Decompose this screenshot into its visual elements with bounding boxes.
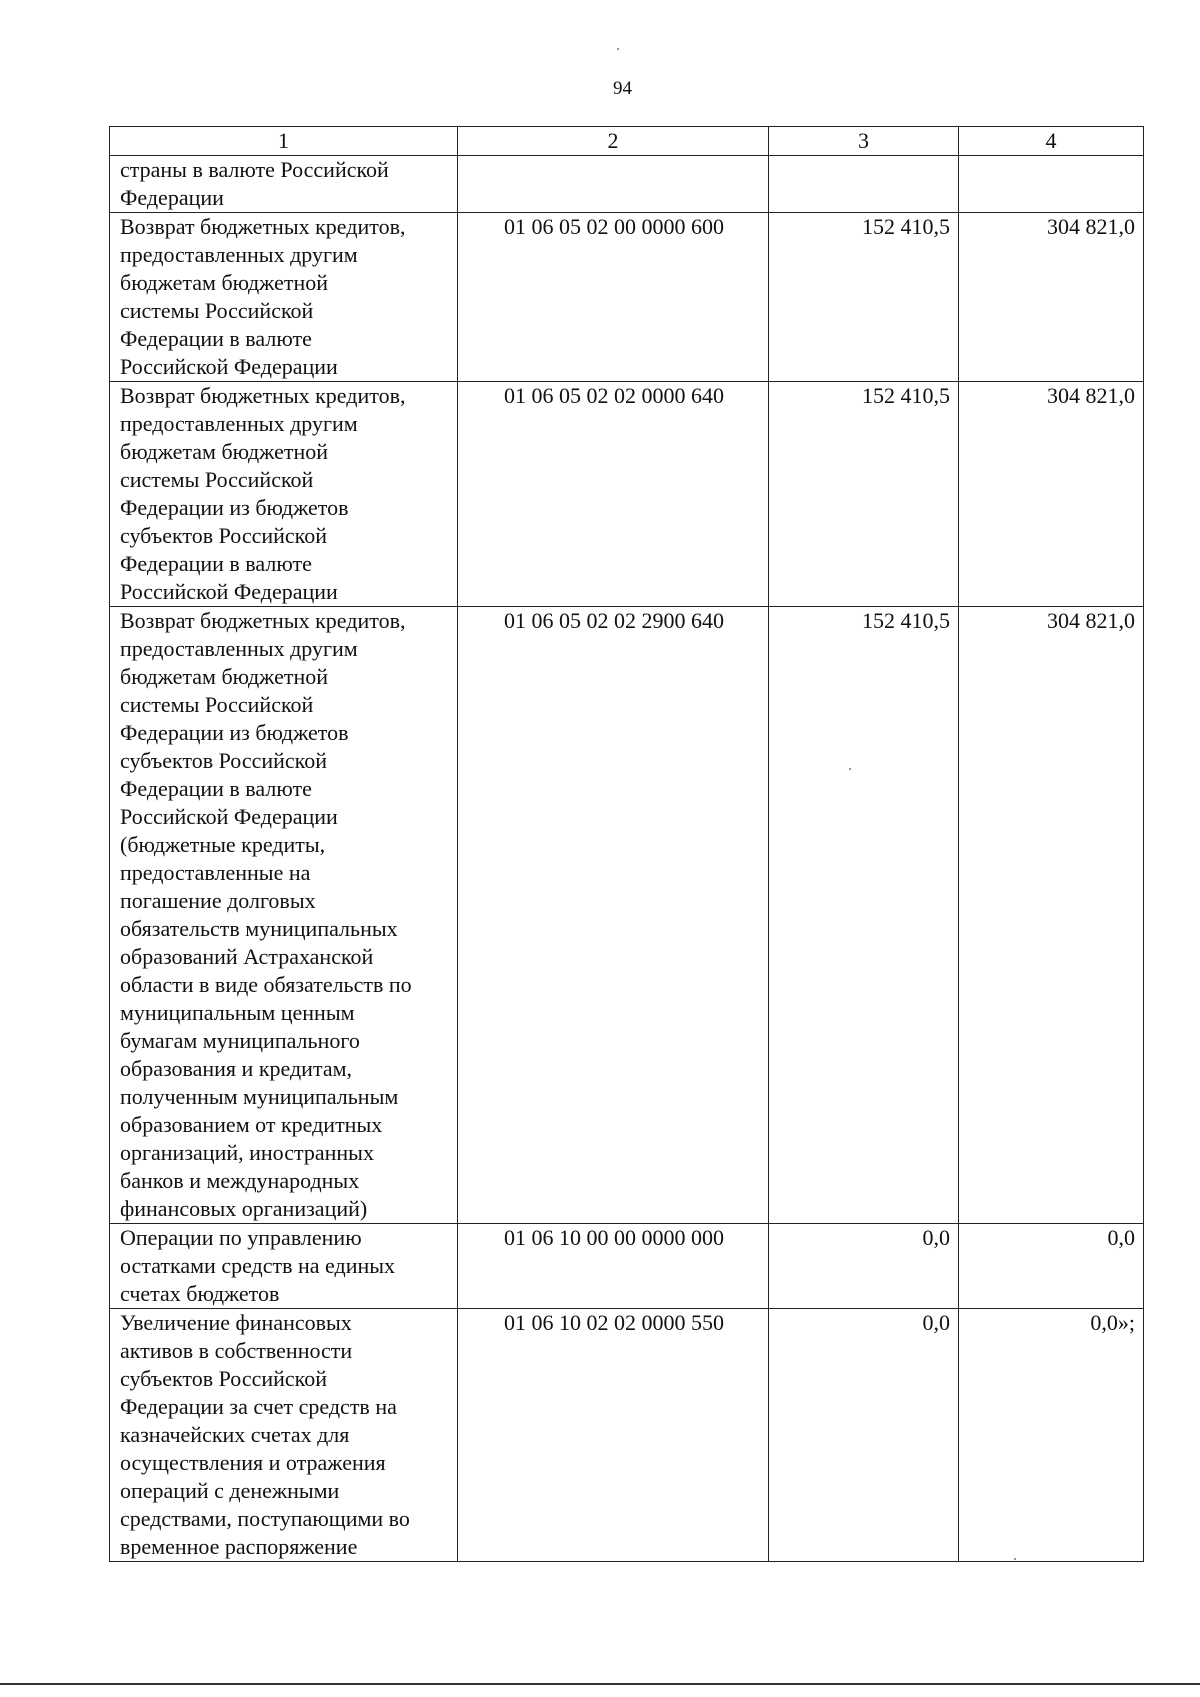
row-code-cell: 01 06 05 02 00 0000 600 — [458, 213, 769, 382]
row-value-col4: 0,0»; — [959, 1309, 1144, 1562]
row-value-col3: 152 410,5 — [769, 607, 959, 1224]
row-name-line: бюджетам бюджетной — [120, 270, 328, 295]
row-value-col4: 304 821,0 — [959, 213, 1144, 382]
row-value-col3: 0,0 — [769, 1309, 959, 1562]
row-name-line: образованием от кредитных — [120, 1112, 383, 1137]
row-name-line: организаций, иностранных — [120, 1140, 374, 1165]
row-name-line: области в виде обязательств по — [120, 972, 412, 997]
row-value-col4: 304 821,0 — [959, 607, 1144, 1224]
row-name-line: предоставленных другим — [120, 242, 358, 267]
row-name-line: системы Российской — [120, 298, 314, 323]
row-name-line: Федерации за счет средств на — [120, 1394, 397, 1419]
row-code-cell: 01 06 10 00 00 0000 000 — [458, 1224, 769, 1309]
row-name-line: системы Российской — [120, 467, 314, 492]
row-name-line: Российской Федерации — [120, 804, 338, 829]
row-value-col3: 152 410,5 — [769, 382, 959, 607]
row-name-line: Увеличение финансовых — [120, 1310, 352, 1335]
row-name-cell — [110, 213, 458, 382]
row-name-line: средствами, поступающими во — [120, 1506, 410, 1531]
row-name-line: муниципальным ценным — [120, 1000, 355, 1025]
row-value-col3: 152 410,5 — [769, 213, 959, 382]
row-name-line: (бюджетные кредиты, — [120, 832, 326, 857]
row-name-line: образований Астраханской — [120, 944, 374, 969]
row-name-cell — [110, 156, 458, 213]
row-name-line: Федерации в валюте — [120, 551, 312, 576]
row-name-cell — [110, 607, 458, 1224]
page-number: 94 — [613, 78, 632, 99]
row-name-cell — [110, 1224, 458, 1309]
row-name-line: Российской Федерации — [120, 579, 338, 604]
row-code-cell: 01 06 10 02 02 0000 550 — [458, 1309, 769, 1562]
row-name-line: погашение долговых — [120, 888, 316, 913]
table-row — [110, 607, 1144, 1224]
row-name-line: бюджетам бюджетной — [120, 439, 328, 464]
row-name-line: Российской Федерации — [120, 354, 338, 379]
row-name-line: бумагам муниципального — [120, 1028, 360, 1053]
row-name-cell — [110, 382, 458, 607]
row-name-cell — [110, 1309, 458, 1562]
row-name-line: субъектов Российской — [120, 1366, 328, 1391]
table-header-row — [110, 127, 1144, 156]
table-row — [110, 156, 1144, 213]
table-body — [110, 127, 1144, 1562]
column-header-2: 2 — [458, 127, 769, 156]
row-code-cell: 01 06 05 02 02 0000 640 — [458, 382, 769, 607]
column-header-3: 3 — [769, 127, 959, 156]
row-value-col4: 304 821,0 — [959, 382, 1144, 607]
row-value-col3: 0,0 — [769, 1224, 959, 1309]
row-name-line: образования и кредитам, — [120, 1056, 353, 1081]
row-name-line: страны в валюте Российской — [120, 157, 389, 182]
page-bottom-rule — [0, 1683, 1200, 1685]
row-name-line: Федерации из бюджетов — [120, 495, 349, 520]
row-name-line: банков и международных — [120, 1168, 360, 1193]
row-name-line: Федерации — [120, 185, 224, 210]
row-name-line: предоставленных другим — [120, 411, 358, 436]
row-name-line: остатками средств на единых — [120, 1253, 396, 1278]
row-name-line: активов в собственности — [120, 1338, 353, 1363]
row-code-cell: 01 06 05 02 02 2900 640 — [458, 607, 769, 1224]
column-header-4: 4 — [959, 127, 1144, 156]
row-name-line: субъектов Российской — [120, 523, 328, 548]
row-name-line: полученным муниципальным — [120, 1084, 399, 1109]
row-name-line: Федерации в валюте — [120, 776, 312, 801]
row-name-line: предоставленные на — [120, 860, 311, 885]
row-name-line: финансовых организаций) — [120, 1196, 368, 1221]
row-name-line: бюджетам бюджетной — [120, 664, 328, 689]
row-value-col4: 0,0 — [959, 1224, 1144, 1309]
row-code-cell — [458, 156, 769, 213]
row-name-line: Возврат бюджетных кредитов, — [120, 214, 406, 239]
table-row — [110, 1224, 1144, 1309]
row-name-line: операций с денежными — [120, 1478, 340, 1503]
row-name-line: временное распоряжение — [120, 1534, 358, 1559]
row-value-col3 — [769, 156, 959, 213]
table-row — [110, 382, 1144, 607]
table-row — [110, 1309, 1144, 1562]
row-name-line: Возврат бюджетных кредитов, — [120, 383, 406, 408]
scan-speck — [617, 48, 619, 50]
row-name-line: казначейских счетах для — [120, 1422, 350, 1447]
row-name-line: Федерации в валюте — [120, 326, 312, 351]
row-name-line: осуществления и отражения — [120, 1450, 386, 1475]
row-value-col4 — [959, 156, 1144, 213]
row-name-line: обязательств муниципальных — [120, 916, 398, 941]
column-header-1: 1 — [110, 127, 458, 156]
row-name-line: системы Российской — [120, 692, 314, 717]
budget-sources-table — [109, 126, 1144, 1562]
row-name-line: Возврат бюджетных кредитов, — [120, 608, 406, 633]
table-row — [110, 213, 1144, 382]
row-name-line: предоставленных другим — [120, 636, 358, 661]
row-name-line: Федерации из бюджетов — [120, 720, 349, 745]
row-name-line: Операции по управлению — [120, 1225, 362, 1250]
row-name-line: счетах бюджетов — [120, 1281, 280, 1306]
row-name-line: субъектов Российской — [120, 748, 328, 773]
